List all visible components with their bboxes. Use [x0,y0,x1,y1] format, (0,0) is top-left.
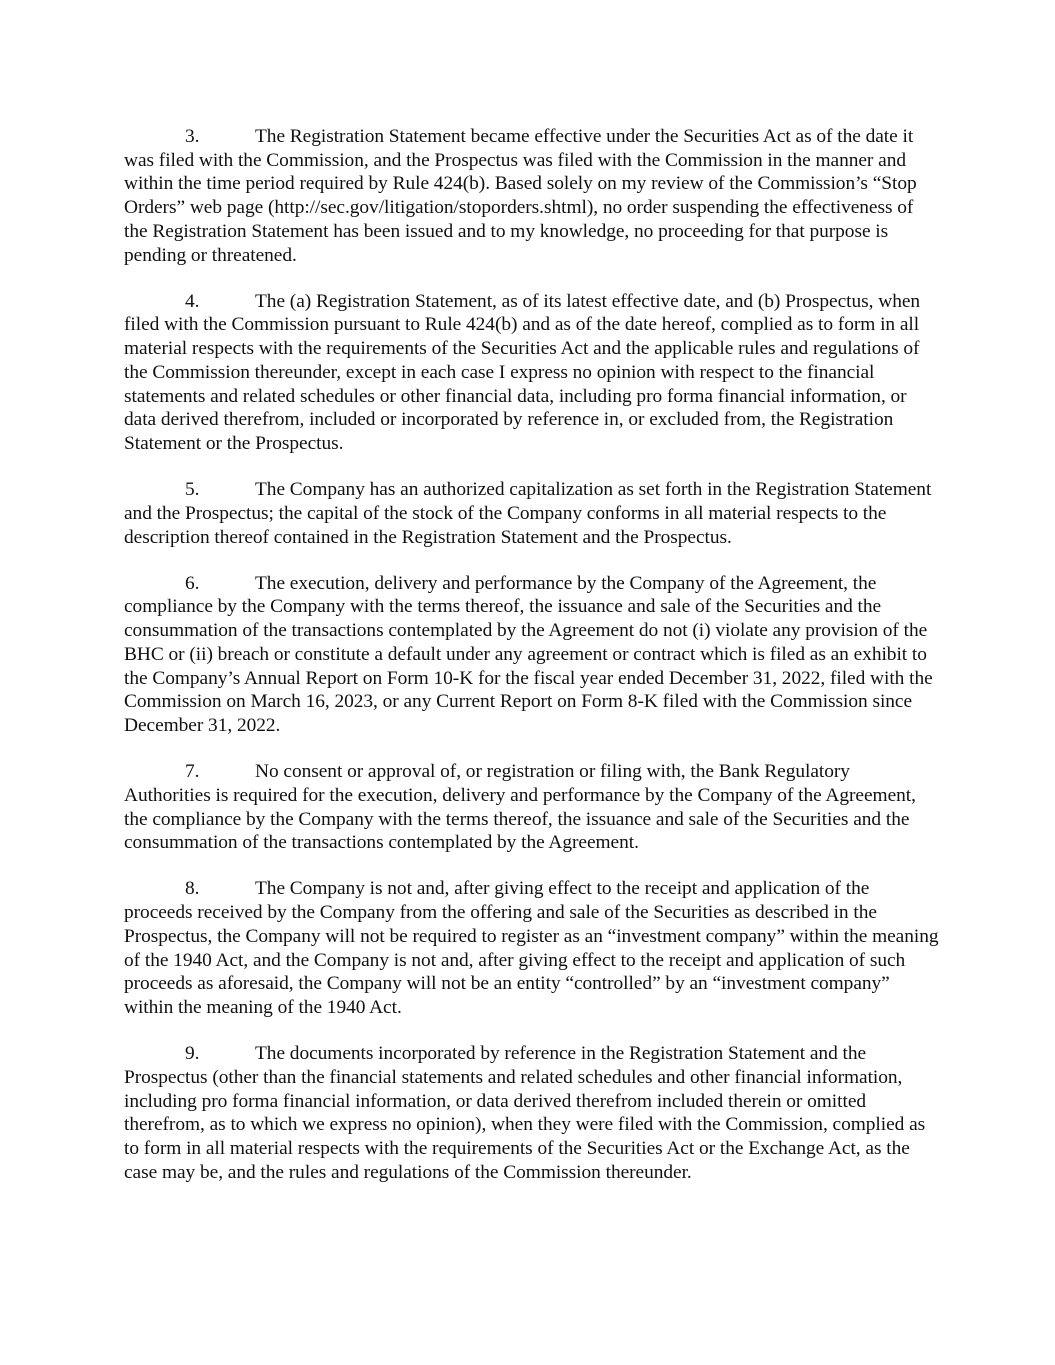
paragraph-number: 6. [185,572,200,594]
paragraph-number: 8. [185,878,200,900]
paragraph-number: 4. [185,290,200,312]
paragraph-number: 9. [185,1043,200,1065]
paragraph-text: The documents incorporated by reference in the Registration Statement and the Prospectus (other than the financial statements and related schedules and other financial information, including pro forma financial information, or data derived therefrom included therein or omitted therefrom, as to which we express no opinion), when they were filed with the Commission, complied as to form in all material respects with the requirements of the Securities Act or the Exchange Act, as the case may be, and the rules and regulations of the Commission thereunder. [124,1043,926,1183]
paragraph-text: No consent or approval of, or registration or filing with, the Bank Regulatory Authorities is required for the execution, delivery and performance by the Company of the Agreement, the compliance by the Company with the terms thereof, the issuance and sale of the Securities and the consummation of the transactions contemplated by the Agreement. [124,761,916,854]
paragraph-5 [124,478,939,549]
paragraph-text: The execution, delivery and performance by the Company of the Agreement, the compliance by the Company with the terms thereof, the issuance and sale of the Securities and the consummation of the transactions contemplated by the Agreement do not (i) violate any provision of the BHC or (ii) breach or constitute a default under any agreement or contract which is filed as an exhibit to the Company’s Annual Report on Form 10-K for the fiscal year ended December 31, 2022, filed with the Commission on March 16, 2023, or any Current Report on Form 8-K filed with the Commission since December 31, 2022. [124,572,933,736]
paragraph-number: 3. [185,126,200,147]
paragraph-4 [124,290,939,456]
paragraph-number: 7. [185,761,200,783]
paragraph-text: The Company is not and, after giving effect to the receipt and application of the proceeds received by the Company from the offering and sale of the Securities as described in the Prospectus, the Company will not be required to register as an “investment company” within the meaning of the 1940 Act, and the Company is not and, after giving effect to the receipt and application of such proceeds as aforesaid, the Company will not be an entity “controlled” by an “investment company” within the meaning of the 1940 Act. [124,878,939,1018]
paragraph-text: The (a) Registration Statement, as of its latest effective date, and (b) Prospectus, when filed with the Commission pursuant to Rule 424(b) and as of the date hereof, complied as to form in all material respects with the requirements of the Securities Act and the applicable rules and regulations of the Commission thereunder, except in each case I express no opinion with respect to the financial statements and related schedules or other financial data, including pro forma financial information, or data derived therefrom, included or incorporated by reference in, or excluded from, the Registration Statement or the Prospectus. [124,290,921,454]
paragraph-text: The Registration Statement became effective under the Securities Act as of the date it was filed with the Commission, and the Prospectus was filed with the Commission in the manner and within the time period required by Rule 424(b). Based solely on my review of the Commission’s “Stop Orders” web page (http://sec.gov/litigation/stoporders.shtml), no order suspending the effectiveness of the Registration Statement has been issued and to my knowledge, no proceeding for that purpose is pending or threatened. [124,126,917,266]
paragraph-8 [124,877,939,1019]
paragraph-9 [124,1042,939,1184]
paragraph-7 [124,760,939,855]
document-page [124,125,939,1207]
paragraph-3 [124,125,939,267]
paragraph-text: The Company has an authorized capitalization as set forth in the Registration Statement and the Prospectus; the capital of the stock of the Company conforms in all material respects to the description thereof contained in the Registration Statement and the Prospectus. [124,479,932,548]
paragraph-number: 5. [185,479,200,501]
paragraph-6 [124,572,939,738]
